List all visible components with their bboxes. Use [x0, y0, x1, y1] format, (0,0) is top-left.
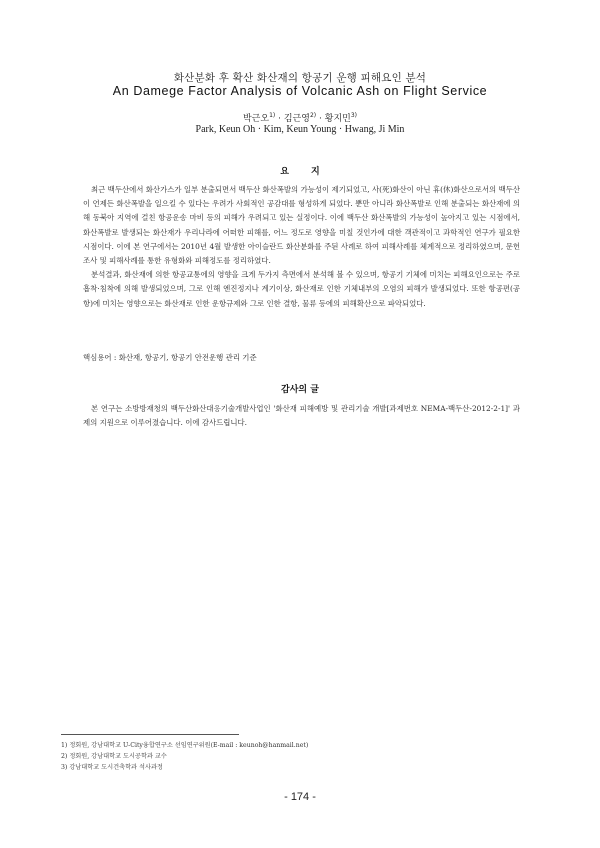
author-separator: ·: [319, 114, 322, 124]
page-number: - 174 -: [284, 791, 316, 803]
abstract-heading: 요지: [280, 167, 342, 177]
korean-authors: [0, 111, 600, 124]
keywords-value: 화산재, 항공기, 항공기 안전운행 관리 기준: [118, 353, 257, 362]
korean-title: 화산분화 후 확산 화산재의 항공기 운행 피해요인 분석: [173, 72, 427, 84]
abstract-body: [83, 183, 520, 311]
acknowledgement-heading: 감사의 글: [281, 385, 319, 395]
footnote-divider: [61, 734, 239, 735]
acknowledgement-body: [83, 402, 520, 430]
footnote: 2) 정회원, 강남대학교 도시공학과 교수: [61, 753, 167, 760]
author-name: 김근영: [283, 114, 310, 124]
english-title: An Damege Factor Analysis of Volcanic Ash on Flight Service: [112, 84, 488, 98]
author-footnote-mark[interactable]: 1): [269, 112, 276, 119]
keywords-line: [83, 352, 520, 363]
author-name: 박근오: [242, 114, 270, 124]
author-footnote-mark[interactable]: 2): [309, 112, 317, 119]
keywords-label: 핵심용어 :: [83, 353, 117, 362]
footnotes: [61, 740, 521, 773]
author-name: 황지민: [324, 114, 351, 124]
abstract-paragraph: 최근 백두산에서 화산가스가 일부 분출되면서 백두산 화산폭발의 가능성이 제기되었고, 사(死)화산이 아닌 휴(休)화산으로서의 백두산이 언제든 화산폭발을 일으킬 수 있다는 우려가 사회적인 공감대를 형성하게 되었다. 뿐만 아니라 화산폭발로 인해 분출되는 화산재에 의해 동북아 지역에 걸친 항공운송 마비 등의 피해가 우려되고 있는 실정이다. 이에 백두산 화산폭발의 가능성이 높아지고 있는 시점에서, 화산폭발로 발생되는 화산재가 우리나라에 어떠한 피해를, 어느 정도로 영향을 미칠 것인가에 대한 객관적이고 과학적인 연구가 필요한 시점이다. 이에 본 연구에서는 2010년 4월 발생한 아이슬란드 화산분화를 주된 사례로 하여 피해사례를 체계적으로 정리하였으며, 문헌조사 및 피해사례를 통한 유형화와 피해정도를 정리하였다.: [83, 185, 520, 266]
footnote: 1) 정회원, 강남대학교 U-City융합연구소 선임연구위원(E-mail : keunoh@hanmail.net): [61, 742, 309, 749]
author-footnote-mark[interactable]: 3): [350, 112, 358, 119]
author-separator: ·: [278, 114, 281, 124]
abstract-paragraph: 분석결과, 화산재에 의한 항공교통에의 영향을 크게 두가지 측면에서 분석해 볼 수 있으며, 항공기 기체에 미치는 피해요인으로는 주로 흡착·침착에 의해 발생되었으며, 그로 인해 엔진정지나 계기이상, 화산재로 인한 기체내부의 오염의 피해가 발생되었다. 또한 항공편(공항)에 미치는 영향으로는 화산재로 인한 운항규제와 그로 인한 결항, 물류 등에의 피해확산으로 파악되었다.: [83, 270, 520, 308]
footnote: 3) 강남대학교 도시건축학과 석사과정: [61, 764, 163, 771]
acknowledgement-paragraph: 본 연구는 소방방재청의 백두산화산대응기술개발사업인 '화산재 피해예방 및 관리기술 개발[과제번호 NEMA-백두산-2012-2-1]' 과제의 지원으로 이루어졌습니다. 이에 감사드립니다.: [83, 404, 520, 428]
english-authors: Park, Keun Oh · Kim, Keun Young · Hwang, Ji Min: [195, 124, 405, 135]
